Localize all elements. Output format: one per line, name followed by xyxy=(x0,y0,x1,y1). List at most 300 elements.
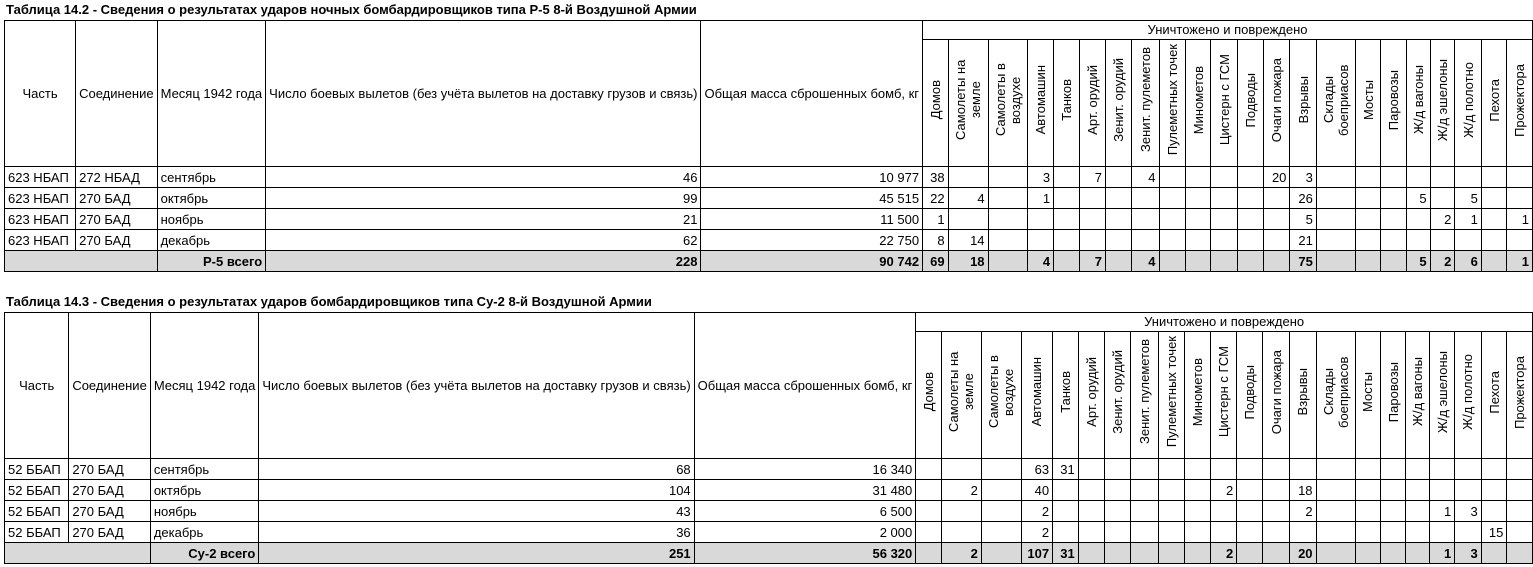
header-target-label: Танков xyxy=(1058,79,1074,121)
table-cell xyxy=(988,167,1028,188)
header-destroyed: Уничтожено и повреждено xyxy=(923,21,1533,40)
table-cell xyxy=(981,501,1021,522)
table-cell xyxy=(1316,188,1355,209)
header-unit: Часть xyxy=(5,313,69,459)
header-target xyxy=(981,332,1021,459)
header-target-label: Мосты xyxy=(1360,371,1376,412)
table-cell xyxy=(1211,188,1237,209)
table-cell: 623 НБАП xyxy=(5,167,76,188)
table-cell: 36 xyxy=(259,522,694,543)
header-target-label: Самолеты на земле xyxy=(946,351,977,433)
total-row xyxy=(5,251,1533,272)
table-cell xyxy=(1406,209,1430,230)
table-cell: 21 xyxy=(266,209,701,230)
total-cell xyxy=(1131,543,1158,564)
table-cell xyxy=(1079,230,1105,251)
table-cell xyxy=(1430,167,1455,188)
total-cell: 18 xyxy=(948,251,988,272)
header-target-label: Автомашин xyxy=(1029,357,1045,427)
header-target xyxy=(916,332,942,459)
total-cell xyxy=(1105,543,1131,564)
table-cell: 10 977 xyxy=(701,167,923,188)
table-cell xyxy=(1185,167,1211,188)
table-cell xyxy=(1263,188,1289,209)
table-cell xyxy=(1131,459,1158,480)
table-cell xyxy=(1290,522,1317,543)
header-target xyxy=(923,40,949,167)
table-cell xyxy=(1185,188,1211,209)
total-cell: 4 xyxy=(1028,251,1054,272)
table-cell: 52 ББАП xyxy=(5,480,69,501)
header-target xyxy=(1507,332,1533,459)
table-cell: 2 xyxy=(1021,522,1052,543)
table-cell xyxy=(948,209,988,230)
total-cell xyxy=(1316,543,1355,564)
table-cell xyxy=(1132,230,1159,251)
header-sorties: Число боевых вылетов (без учёта вылетов на доставку грузов и связь) xyxy=(259,313,694,459)
table-cell xyxy=(1053,480,1079,501)
table-cell xyxy=(1316,209,1355,230)
header-bombs: Общая масса сброшенных бомб, кг xyxy=(701,21,923,167)
total-cell: 2 xyxy=(941,543,981,564)
total-cell xyxy=(1158,543,1184,564)
table-cell xyxy=(1237,230,1263,251)
table-cell: ноябрь xyxy=(150,501,259,522)
header-target-label: Ж/д эшелоны xyxy=(1434,350,1450,434)
header-target xyxy=(1021,332,1052,459)
table-cell xyxy=(1381,209,1407,230)
header-month: Месяц 1942 года xyxy=(157,21,266,167)
table-cell: 2 xyxy=(1210,480,1236,501)
header-target-label: Домов xyxy=(921,372,937,412)
header-target xyxy=(1131,332,1158,459)
header-target xyxy=(1380,332,1406,459)
total-cell: 69 xyxy=(923,251,949,272)
table-cell: 5 xyxy=(1406,188,1430,209)
total-cell xyxy=(1185,543,1211,564)
table-cell: 1 xyxy=(1455,209,1481,230)
table-cell xyxy=(1078,522,1104,543)
table-cell xyxy=(1078,459,1104,480)
header-target-label: Очаги пожара xyxy=(1268,349,1284,435)
table-cell xyxy=(1185,522,1211,543)
header-target xyxy=(1263,332,1290,459)
table-cell: 4 xyxy=(948,188,988,209)
table-cell xyxy=(1507,480,1533,501)
table-cell: 1 xyxy=(923,209,949,230)
table-cell xyxy=(1406,480,1430,501)
table-cell xyxy=(1185,209,1211,230)
table-cell: 16 340 xyxy=(694,459,916,480)
table-cell xyxy=(988,209,1028,230)
header-sorties: Число боевых вылетов (без учёта вылетов на доставку грузов и связь) xyxy=(266,21,701,167)
table-cell: 623 НБАП xyxy=(5,209,76,230)
table-cell xyxy=(1210,459,1236,480)
total-cell xyxy=(1159,251,1185,272)
total-cell: 1 xyxy=(1430,543,1455,564)
table-cell: 99 xyxy=(266,188,701,209)
table-cell: 18 xyxy=(1290,480,1317,501)
header-target xyxy=(1105,332,1131,459)
table-cell xyxy=(1406,167,1430,188)
table-cell xyxy=(1263,209,1289,230)
header-target-label: Танков xyxy=(1057,371,1073,413)
total-label: Су-2 всего xyxy=(150,543,259,564)
header-target-label: Самолеты в воздухе xyxy=(993,63,1024,137)
table-cell xyxy=(1159,209,1185,230)
total-cell: 90 742 xyxy=(701,251,923,272)
header-target xyxy=(1132,40,1159,167)
header-target xyxy=(1406,40,1430,167)
table-cell: 270 БАД xyxy=(69,522,151,543)
table-cell xyxy=(1210,522,1236,543)
table-cell xyxy=(1211,209,1237,230)
table-cell: сентябрь xyxy=(150,459,259,480)
table-cell xyxy=(981,459,1021,480)
table-cell: 1 xyxy=(1507,209,1533,230)
header-target-label: Ж/д полотно xyxy=(1460,354,1476,430)
table-cell xyxy=(1105,230,1131,251)
table-cell xyxy=(1406,522,1430,543)
table-cell: 22 xyxy=(923,188,949,209)
header-target xyxy=(941,332,981,459)
table-cell: 270 БАД xyxy=(69,459,151,480)
total-cell xyxy=(916,543,942,564)
table-cell xyxy=(1316,501,1355,522)
table-row xyxy=(5,522,1533,543)
header-target xyxy=(1430,40,1455,167)
header-target xyxy=(1381,40,1407,167)
table-cell: 4 xyxy=(1132,167,1159,188)
total-cell xyxy=(5,251,158,272)
header-target xyxy=(1185,40,1211,167)
table-cell xyxy=(1105,501,1131,522)
table-cell: 2 xyxy=(1021,501,1052,522)
table-cell xyxy=(1237,501,1263,522)
table-cell: 40 xyxy=(1021,480,1052,501)
header-target xyxy=(1237,40,1263,167)
total-cell xyxy=(1078,543,1104,564)
table-cell xyxy=(948,167,988,188)
total-cell: 6 xyxy=(1455,251,1481,272)
table-cell xyxy=(1430,480,1455,501)
header-target-label: Домов xyxy=(927,80,943,120)
table-cell: 62 xyxy=(266,230,701,251)
table-cell xyxy=(1355,230,1380,251)
table-cell: 26 xyxy=(1290,188,1316,209)
table-cell xyxy=(1316,167,1355,188)
table-cell xyxy=(1211,230,1237,251)
table-cell: 5 xyxy=(1290,209,1316,230)
table-cell xyxy=(1105,480,1131,501)
header-target-label: Самолеты в воздухе xyxy=(986,355,1017,429)
total-cell xyxy=(981,543,1021,564)
header-target xyxy=(1028,40,1054,167)
table-cell xyxy=(1263,501,1290,522)
header-target xyxy=(1430,332,1455,459)
table-cell xyxy=(1237,188,1263,209)
data-table xyxy=(4,20,1533,272)
total-cell xyxy=(1507,543,1533,564)
table-cell xyxy=(988,188,1028,209)
table-cell xyxy=(1131,501,1158,522)
table-cell xyxy=(1290,459,1317,480)
table-cell: 270 БАД xyxy=(76,188,158,209)
table-cell xyxy=(1455,522,1482,543)
table-cell xyxy=(1430,459,1455,480)
table-cell xyxy=(916,480,942,501)
header-target-label: Прожектора xyxy=(1512,63,1528,137)
table-cell: 2 xyxy=(1290,501,1317,522)
table-cell xyxy=(1131,522,1158,543)
table-cell xyxy=(1316,230,1355,251)
table-cell xyxy=(1105,167,1131,188)
table-cell xyxy=(1381,167,1407,188)
table-cell xyxy=(1316,480,1355,501)
total-cell: 2 xyxy=(1210,543,1236,564)
header-target-label: Арт. орудий xyxy=(1084,65,1100,135)
header-target-label: Пулеметных точек xyxy=(1164,44,1180,156)
table-cell: 31 xyxy=(1053,459,1079,480)
table-cell: 5 xyxy=(1455,188,1481,209)
table-row xyxy=(5,230,1533,251)
table-cell: 46 xyxy=(266,167,701,188)
table-cell: 2 xyxy=(1430,209,1455,230)
header-target-label: Взрывы xyxy=(1295,76,1311,124)
header-target-label: Цистерн с ГСМ xyxy=(1216,54,1232,146)
table-cell xyxy=(1380,501,1406,522)
header-target-label: Самолеты на земле xyxy=(953,59,984,141)
header-target xyxy=(948,40,988,167)
table-cell: 623 НБАП xyxy=(5,188,76,209)
total-cell xyxy=(5,543,151,564)
table-cell: 270 БАД xyxy=(76,230,158,251)
header-target xyxy=(1406,332,1430,459)
table-cell xyxy=(1079,209,1105,230)
table-cell: 45 515 xyxy=(701,188,923,209)
table-cell: 1 xyxy=(1028,188,1054,209)
table-cell xyxy=(1316,522,1355,543)
total-cell: 2 xyxy=(1430,251,1455,272)
header-target xyxy=(1290,332,1317,459)
table-cell xyxy=(1105,188,1131,209)
table-cell xyxy=(1054,209,1080,230)
header-target-label: Пехота xyxy=(1486,370,1502,414)
header-target xyxy=(1079,40,1105,167)
table-cell: 2 000 xyxy=(694,522,916,543)
total-cell: 75 xyxy=(1290,251,1316,272)
data-table xyxy=(4,312,1533,564)
header-month: Месяц 1942 года xyxy=(150,313,259,459)
total-cell xyxy=(1381,251,1407,272)
table-cell xyxy=(981,522,1021,543)
header-target-label: Зенит. орудий xyxy=(1110,350,1126,434)
table-cell xyxy=(1507,167,1533,188)
table-cell: 623 НБАП xyxy=(5,230,76,251)
table-cell xyxy=(1263,230,1289,251)
table-cell: 3 xyxy=(1290,167,1316,188)
table-cell xyxy=(941,501,981,522)
table-cell xyxy=(1455,480,1482,501)
total-cell xyxy=(1316,251,1355,272)
header-target xyxy=(1158,332,1184,459)
table-cell xyxy=(1507,501,1533,522)
table-cell xyxy=(988,230,1028,251)
total-cell xyxy=(1380,543,1406,564)
table-cell: 63 xyxy=(1021,459,1052,480)
header-target-label: Подводы xyxy=(1242,364,1258,420)
table-row xyxy=(5,209,1533,230)
header-target xyxy=(1455,40,1481,167)
table-cell xyxy=(941,459,981,480)
table-cell xyxy=(916,522,942,543)
table-cell xyxy=(1078,501,1104,522)
table-cell: 270 БАД xyxy=(69,501,151,522)
total-cell: 5 xyxy=(1406,251,1430,272)
table-cell xyxy=(1481,501,1507,522)
table-cell: декабрь xyxy=(150,522,259,543)
total-cell xyxy=(1481,251,1507,272)
table-cell: 3 xyxy=(1028,167,1054,188)
total-cell xyxy=(1263,543,1290,564)
header-target-label: Прожектора xyxy=(1512,355,1528,429)
header-target xyxy=(1316,332,1355,459)
header-target xyxy=(1355,332,1380,459)
header-target xyxy=(1263,40,1289,167)
table-cell xyxy=(1355,501,1380,522)
table-cell xyxy=(916,501,942,522)
table-cell xyxy=(1455,230,1481,251)
header-target xyxy=(1053,332,1079,459)
table-cell xyxy=(1380,522,1406,543)
table-cell xyxy=(1131,480,1158,501)
table-cell: 38 xyxy=(923,167,949,188)
table-cell xyxy=(1481,167,1507,188)
header-unit: Часть xyxy=(5,21,76,167)
header-target-label: Очаги пожара xyxy=(1269,57,1285,143)
header-target xyxy=(1290,40,1316,167)
total-cell xyxy=(1355,251,1380,272)
table-cell: 11 500 xyxy=(701,209,923,230)
table-cell xyxy=(1159,230,1185,251)
table-cell xyxy=(1237,209,1263,230)
table-cell xyxy=(1132,188,1159,209)
table-cell: 14 xyxy=(948,230,988,251)
header-target-label: Подводы xyxy=(1242,72,1258,128)
header-target-label: Зенит. пулеметов xyxy=(1137,339,1153,445)
header-target xyxy=(1481,332,1507,459)
table-cell: октябрь xyxy=(157,188,266,209)
table-cell xyxy=(1507,459,1533,480)
total-cell xyxy=(1211,251,1237,272)
table-cell xyxy=(1507,188,1533,209)
table-cell: 6 500 xyxy=(694,501,916,522)
total-cell xyxy=(1406,543,1430,564)
table-cell: декабрь xyxy=(157,230,266,251)
total-cell: 31 xyxy=(1053,543,1079,564)
table-cell xyxy=(1078,480,1104,501)
table-cell: октябрь xyxy=(150,480,259,501)
table-cell xyxy=(1237,480,1263,501)
table-cell: 1 xyxy=(1430,501,1455,522)
table-cell xyxy=(1481,230,1507,251)
header-target-label: Арт. орудий xyxy=(1083,357,1099,427)
table-cell xyxy=(981,480,1021,501)
table-row xyxy=(5,501,1533,522)
total-cell: 56 320 xyxy=(694,543,916,564)
header-target xyxy=(1211,40,1237,167)
header-target xyxy=(1316,40,1355,167)
total-cell: 1 xyxy=(1507,251,1533,272)
table-cell: сентябрь xyxy=(157,167,266,188)
header-target-label: Ж/д полотно xyxy=(1460,62,1476,138)
header-target xyxy=(1237,332,1263,459)
table-cell xyxy=(1105,459,1131,480)
header-target-label: Цистерн с ГСМ xyxy=(1216,346,1232,438)
table-cell xyxy=(1158,522,1184,543)
header-target xyxy=(1507,40,1533,167)
table-cell xyxy=(1053,522,1079,543)
table-cell xyxy=(1079,188,1105,209)
header-formation: Соединение xyxy=(69,313,151,459)
header-target-label: Пехота xyxy=(1486,78,1502,122)
table-cell: 8 xyxy=(923,230,949,251)
total-cell xyxy=(1481,543,1507,564)
header-target xyxy=(988,40,1028,167)
table-cell: 68 xyxy=(259,459,694,480)
table-cell xyxy=(1430,188,1455,209)
table-cell xyxy=(1028,230,1054,251)
table-cell xyxy=(1380,459,1406,480)
header-target-label: Минометов xyxy=(1190,357,1206,427)
header-formation: Соединение xyxy=(76,21,158,167)
header-target-label: Автомашин xyxy=(1033,65,1049,135)
header-target-label: Минометов xyxy=(1190,65,1206,135)
table-cell xyxy=(1159,167,1185,188)
table-cell: 20 xyxy=(1263,167,1289,188)
total-cell xyxy=(1185,251,1211,272)
total-label: Р-5 всего xyxy=(157,251,266,272)
table-cell xyxy=(1381,188,1407,209)
header-target xyxy=(1159,40,1185,167)
table-cell xyxy=(1455,459,1482,480)
table-cell xyxy=(1355,167,1380,188)
total-cell: 251 xyxy=(259,543,694,564)
table-cell xyxy=(1430,230,1455,251)
header-target xyxy=(1210,332,1236,459)
header-target-label: Ж/д вагоны xyxy=(1410,357,1426,427)
total-cell xyxy=(1054,251,1080,272)
table-cell xyxy=(1263,522,1290,543)
table-cell xyxy=(1053,501,1079,522)
table-cell: ноябрь xyxy=(157,209,266,230)
total-cell xyxy=(1237,251,1263,272)
table-cell xyxy=(1507,230,1533,251)
header-target xyxy=(1105,40,1131,167)
header-target-label: Паровозы xyxy=(1385,69,1401,131)
table-cell xyxy=(1054,167,1080,188)
table-cell xyxy=(1355,188,1380,209)
table-cell: 22 750 xyxy=(701,230,923,251)
header-target xyxy=(1455,332,1482,459)
table-cell: 104 xyxy=(259,480,694,501)
table-cell: 31 480 xyxy=(694,480,916,501)
table-caption: Таблица 14.3 - Сведения о результатах ударов бомбардировщиков типа Су-2 8-й Воздушной Армии xyxy=(6,294,652,309)
header-target-label: Склады боеприасов xyxy=(1320,64,1351,136)
table-cell xyxy=(1381,230,1407,251)
table-cell xyxy=(1054,188,1080,209)
table-cell xyxy=(1237,167,1263,188)
